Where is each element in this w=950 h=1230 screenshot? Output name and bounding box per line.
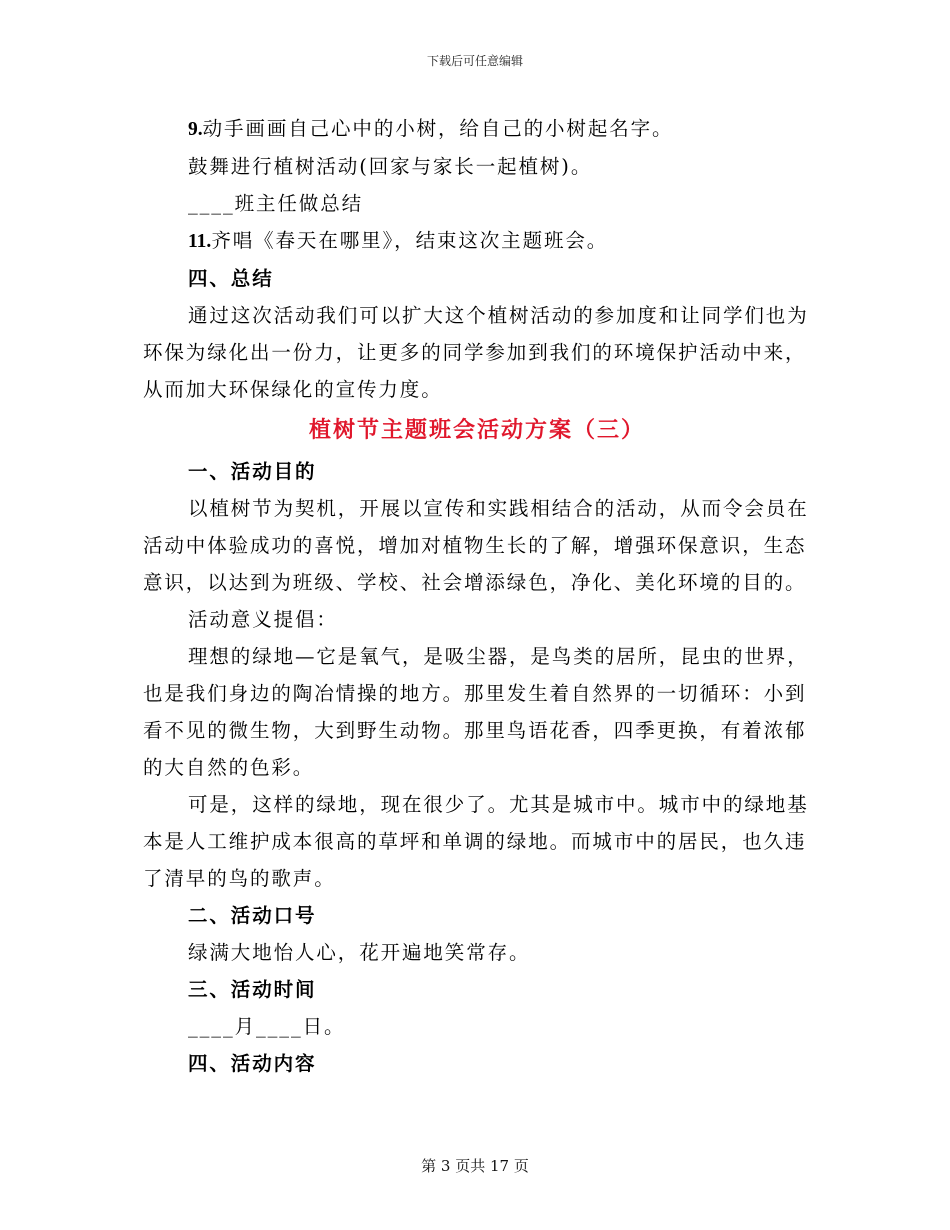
section-heading-summary: 四、总结 [188, 267, 274, 290]
item-text: 齐唱《春天在哪里》，结束这次主题班会。 [211, 229, 609, 252]
list-item-9 [143, 110, 811, 148]
section-heading-purpose: 一、活动目的 [188, 460, 317, 483]
summary-paragraph: 通过这次活动我们可以扩大这个植树活动的参加度和让同学们也为环保为绿化出一份力，让更多的同学参加到我们的环境保护活动中来，从而加大环保绿化的宣传力度。 [143, 304, 809, 401]
list-item-10: 鼓舞进行植树活动(回家与家长一起植树)。 [188, 155, 593, 178]
list-item-11 [143, 222, 811, 260]
meaning-paragraph-1: 理想的绿地—它是氧气，是吸尘器，是鸟类的居所，昆虫的世界，也是我们身边的陶冶情操的地方。那里发生着自然界的一切循环：小到看不见的微生物，大到野生动物。那里鸟语花香，四季更换，有着浓郁的大自然的色彩。 [143, 645, 809, 779]
time-paragraph: ____月____日。 [188, 1015, 346, 1038]
section-heading-content: 四、活动内容 [188, 1052, 317, 1075]
page-header: 下载后可任意编辑 [426, 54, 523, 68]
purpose-paragraph: 以植树节为契机，开展以宣传和实践相结合的活动，从而令会员在活动中体验成功的喜悦，增加对植物生长的了解，增强环保意识，生态意识，以达到为班级、学校、社会增添绿色，净化、美化环境的目的。 [143, 497, 809, 594]
section-heading-slogan: 二、活动口号 [188, 904, 317, 927]
page-footer: 第 3 页共 17 页 [421, 1157, 529, 1175]
item-number: 9. [188, 119, 203, 140]
slogan-paragraph: 绿满大地怡人心，花开遍地笑常存。 [188, 941, 531, 964]
meaning-paragraph-2: 可是，这样的绿地，现在很少了。尤其是城市中。城市中的绿地基本是人工维护成本很高的草坪和单调的绿地。而城市中的居民，也久违了清早的鸟的歌声。 [143, 793, 809, 890]
list-item-summary-by-teacher: ____班主任做总结 [188, 192, 364, 215]
section-heading-time: 三、活动时间 [188, 978, 317, 1001]
document-body [143, 110, 811, 1082]
document-title: 植树节主题班会活动方案（三） [308, 417, 645, 443]
meaning-label: 活动意义提倡： [188, 608, 338, 631]
item-text: 动手画画自己心中的小树，给自己的小树起名字。 [202, 117, 674, 140]
item-number: 11. [188, 231, 212, 252]
